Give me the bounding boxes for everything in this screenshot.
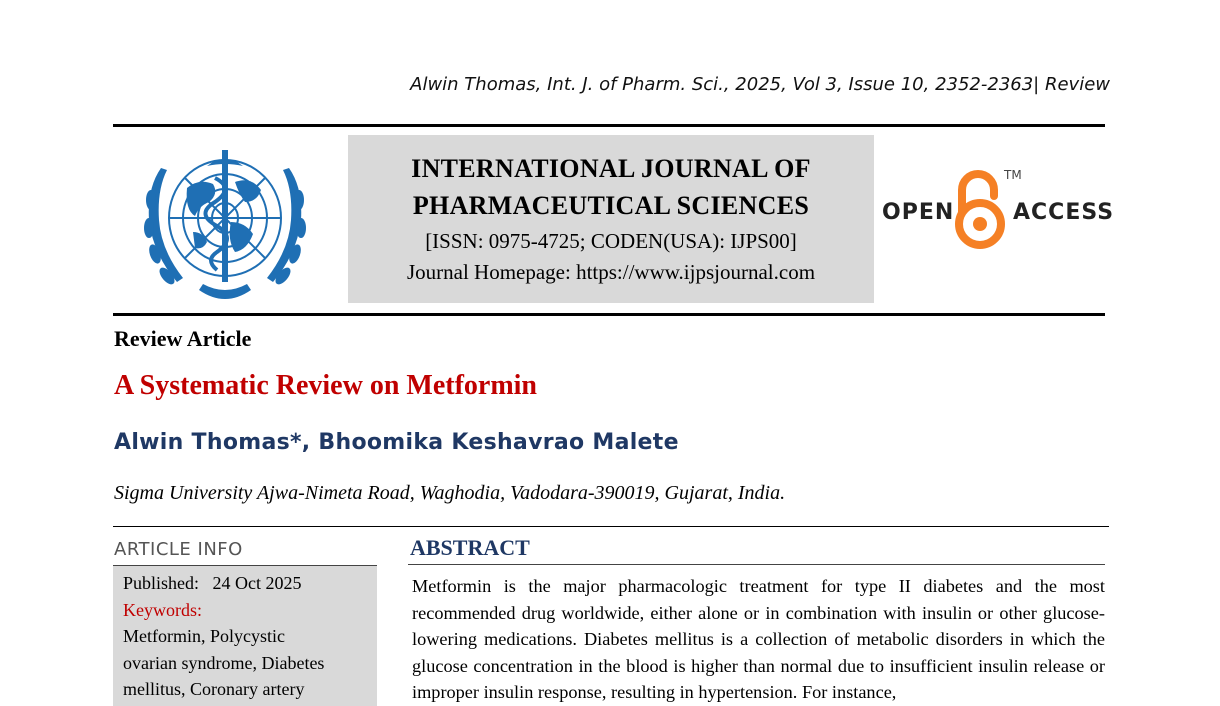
open-access-badge xyxy=(880,166,1115,252)
journal-masthead xyxy=(348,135,874,303)
journal-homepage: Journal Homepage: https://www.ijpsjournal.com xyxy=(406,260,816,284)
header-bottom-rule xyxy=(113,313,1105,316)
journal-issn: [ISSN: 0975-4725; CODEN(USA): IJPS00] xyxy=(425,229,797,253)
abstract-body: Metformin is the major pharmacologic treatment for type II diabetes and the most recommended drug worldwide, either alone or in combination with insulin or other glucose-lowering medications. Diabetes mellitus is a collection of metabolic disorders in which the glucose concentration in the blood is higher than normal due to insufficient insulin release or improper insulin response, resulting in hypertension. For instance, xyxy=(412,576,1105,702)
open-access-access-text: ACCESS xyxy=(1013,200,1115,225)
article-authors: Alwin Thomas*, Bhoomika Keshavrao Malete xyxy=(114,430,679,455)
keywords-line: Metformin, Polycystic xyxy=(123,626,285,646)
journal-title-line2: PHARMACEUTICAL SCIENCES xyxy=(412,191,810,220)
abstract-heading: ABSTRACT xyxy=(410,535,530,560)
keywords-line: mellitus, Coronary artery xyxy=(123,679,305,699)
journal-title-line1: INTERNATIONAL JOURNAL OF xyxy=(411,154,811,183)
open-access-open-text: OPEN xyxy=(882,200,955,225)
running-header-citation: Alwin Thomas, Int. J. of Pharm. Sci., 2025, Vol 3, Issue 10, 2352-2363| Review xyxy=(410,74,1110,95)
journal-title xyxy=(348,135,874,224)
open-access-trademark: TM xyxy=(1004,168,1022,182)
article-type: Review Article xyxy=(114,326,252,351)
author-affiliation: Sigma University Ajwa-Nimeta Road, Waghodia, Vadodara-390019, Gujarat, India. xyxy=(114,482,786,504)
article-info-panel xyxy=(113,566,377,706)
section-divider xyxy=(113,526,1109,527)
keywords-line: ovarian syndrome, Diabetes xyxy=(123,652,325,673)
header-top-rule xyxy=(113,124,1105,127)
open-access-lock-icon xyxy=(954,166,1010,250)
published-row xyxy=(123,570,367,597)
article-title: A Systematic Review on Metformin xyxy=(114,370,538,401)
published-date: 24 Oct 2025 xyxy=(212,573,302,593)
published-label: Published: xyxy=(123,573,200,593)
keywords-label: Keywords: xyxy=(123,599,202,620)
article-info-heading: ARTICLE INFO xyxy=(114,539,243,560)
abstract-rule xyxy=(408,564,1105,565)
un-emblem-caduceus-icon xyxy=(127,138,323,306)
